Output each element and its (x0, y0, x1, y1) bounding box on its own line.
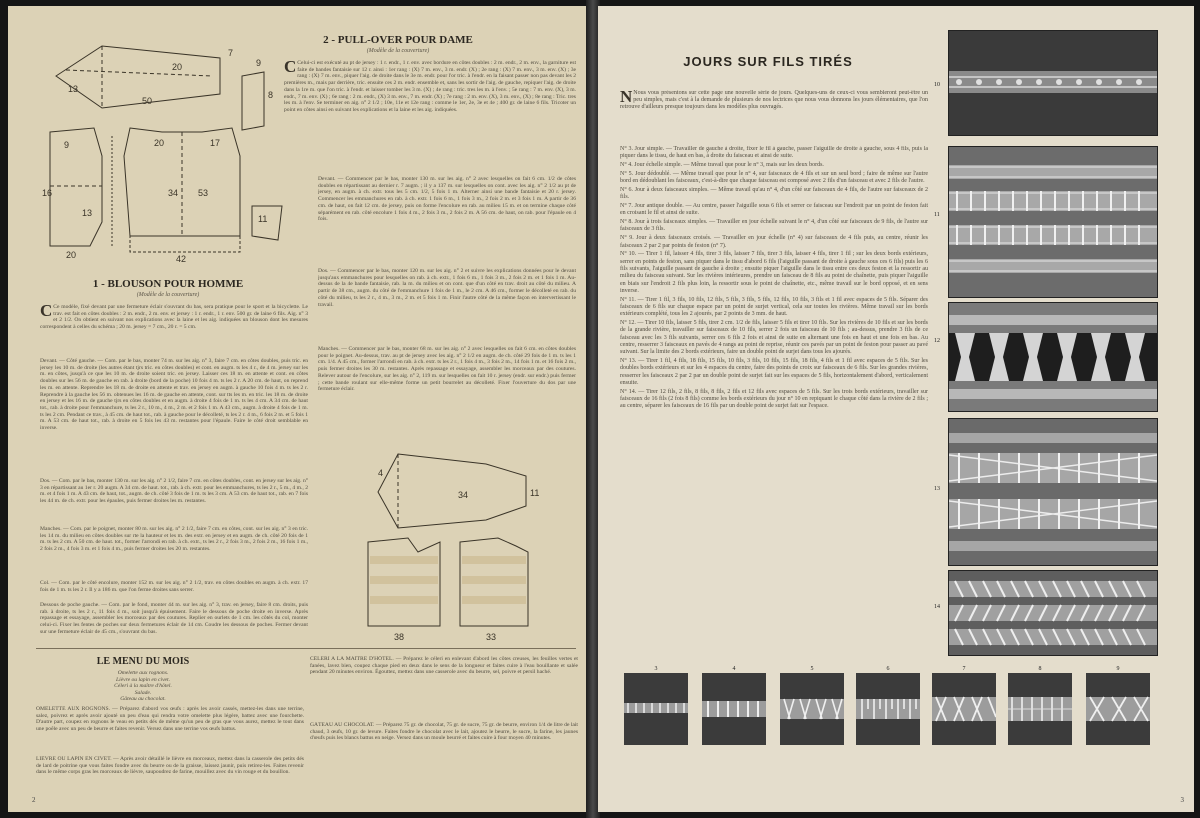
blouson-dos: Dos. — Com. par le bas, monter 130 m. sur les aig. n° 2 1/2, faire 7 cm. en côtes doubles, cont. en jersey sur les aig. n° 3 en répartissant au 1er r. 20 augm. A 34 cm. de haut. tot., rab. à ch. extr. pour les emmanchures, ts les 2 r., 5 m., 4 m., 2 m. et 4 fois 1 m. A 43 cm. de haut, tot., augm. de ch. côté 3 fois de 1 m. ts les 3 cm. A 53 cm. de haut tot., rab. en 7 fois les 44 m. de ch. extr. pour les épaules, puis fermer droites les m. restantes. (40, 478, 308, 505)
pull-label: 4 (378, 468, 384, 478)
pull-label: 33 (486, 632, 497, 642)
jour-paragraph: N° 10. — Tirer 1 fil, laisser 4 fils, tirer 3 fils, laisser 7 fils, tirer 3 fils, laisser 4 fils, tirer 1 fil ; sur les deux bords extérieurs, serrer en points de feston, sans piquer dans le tissu d'abord 6 fils (l'aiguille passant de droite à gauche sous ces 6 fils) puis les 6 fils suivants, l'aiguille passant de gauche à droite ; ensuite piquer l'aiguille dans le tissu entre ces deux feston et la ressortir au milieu du faisceau suivant. Sur les rivières intérieures, prendre un faisceau de 8 fils au point de chaînette, puis piquer l'aiguille en biais sur l'endroit 2 fils plus loin, la ressortir sous le point de chaînette, etc., même travail sur le bord opposé, et en sens inverse. (620, 251, 928, 294)
right-page (598, 6, 1194, 812)
menu-item: Salade. (134, 689, 152, 696)
jour-paragraph: N° 5. Jour dédoublé. — Même travail que pour le n° 4, sur faisceaux de 4 fils et sur un seul bord ; faire de même sur l'autre bord en dédoublant les faisceaux, c'est-à-dire que chaque faisceau est composé avec 2 fils d'un faisceau et avec 2 fils de l'autre. (620, 170, 928, 185)
photo-label: 10 (934, 82, 940, 88)
jour-photo-11 (948, 146, 1158, 298)
menu-item: Lièvre ou lapin en civet. (115, 676, 170, 683)
swatch-label: 5 (810, 666, 814, 672)
swatch-label: 4 (732, 666, 736, 672)
jour-paragraph: N° 12. — Tirer 10 fils, laisser 5 fils, tirer 2 cm. 1/2 de fils, laisser 5 fils et tirer 10 fils. Sur les rivières de 10 fils et sur les bords de la grande rivière, travailler sur faisceaux de 10 fils, serrer 2 fois un faisceau de 10 fils ; au-dessus, prendre 3 fils de ce faisceau avec les 3 fils suivants, serrer ces 6 fils 2 fois et ainsi de suite en alternant une fois en haut et une fois en bas. Au centre, resserrer 3 faisceaux en pavés de 4 rangs au point de reprise, réunir ces pavés par un point de feston pour passer au pavé suivant. Sur la limite des 2 bords extérieurs, faire un double point de surjet dans tous les ajourés. (620, 320, 928, 356)
photo-label: 13 (934, 486, 940, 492)
page-number: 3 (1180, 796, 1184, 804)
photo-label: 14 (934, 604, 940, 610)
front-label: 17 (210, 138, 221, 148)
front-label: 53 (198, 188, 209, 198)
front-label: 34 (168, 188, 179, 198)
pullover-manches: Manches. — Commencer par le bas, monter 68 m. sur les aig. n° 2 avec lesquelles on fait 6 cm. en côtes doubles pour le poignet. Au-dessus, trav. au pt de jersey avec les aig. n° 2 1/2 en augm. de ch. côté 29 fois de 1 m. ts les 1 cm. 1/4. A 45 cm., former l'arrondi en rab. à ch. extr. ts les 2 r., 1 fois 4 m., 3 fois 2 m., 14 fois 1 m. et 16 fois 2 m., puis fermer droites les 30 m. restantes. Après repassage et essayage, assembler les morceaux par des coutures. Relever autour de l'encolure, sur les aig. n° 2, 119 m. sur lesquelles on fait 10 r. jersey (endr. sur endr.) puis fermer ; cette bande roulant sur elle-même forme un petit bourrelet au décolleté. Fixer l'ouverture du dos par une fermeture éclair. (318, 346, 576, 393)
front-label: 9 (64, 140, 70, 150)
photo-label: 12 (934, 338, 940, 344)
sleeve-label: 9 (256, 58, 262, 68)
pullover-title: 2 - PULL-OVER POUR DAME (323, 34, 473, 46)
jour-paragraph: N° 13. — Tirer 1 fil, 4 fils, 18 fils, 15 fils, 10 fils, 3 fils, 10 fils, 15 fils, 18 fils, 4 fils et 1 fil avec espaces de 5 fils. Sur les doubles bords extérieurs et sur les 4 espaces du centre, faire des points de croix sur faisceaux de 6 fils. Sur les grandes rivières, resserrer les faisceaux 2 par 2 par un double point de surjet fait sur les espaces de 5 fils, horizontalement d'abord, verticalement ensuite. (620, 358, 928, 386)
jour-paragraph: N° 4. Jour échelle simple. — Même travail que pour le n° 3, mais sur les deux bords. (620, 162, 824, 169)
swatch-9 (1086, 673, 1150, 745)
pullover-pattern-diagram (348, 446, 548, 646)
pull-label: 38 (394, 632, 405, 642)
jours-title: JOURS SUR FILS TIRÉS (683, 54, 853, 69)
front-label: 20 (66, 250, 77, 260)
swatch-label: 3 (654, 666, 658, 672)
menu-lievre: LIÈVRE OU LAPIN EN CIVET. — Après avoir détaillé le lièvre en morceaux, mettez dans la casserole des petits dés de lard de poitrine que vous faites fondre avec du beurre ou de la graisse, laissez jaunir, puis retirez-les. Faites revenir dans le même corps gras les morceaux de lièvre, saupoudrez de farine, mouillez avec du vin rouge et du bouillon. (36, 756, 304, 776)
swatch-5 (780, 673, 844, 745)
pull-label: 34 (458, 490, 469, 500)
pullover-subtitle: (Modèle de la couverture) (366, 48, 430, 54)
swatch-3 (624, 673, 688, 745)
front-label: 42 (176, 254, 187, 264)
jour-paragraph: N° 8. Jour à trois faisceaux simples. — Travailler en jour échelle suivant le n° 4, d'un côté sur faisceaux de 9 fils, de l'autre sur faisceaux de 3 fils. (620, 219, 928, 233)
front-label: 11 (258, 214, 268, 224)
menu-item: Omelette aux rognons. (117, 670, 169, 676)
jour-paragraph: N° 3. Jour simple. — Travailler de gauche à droite, fixer le fil à gauche, passer l'aiguille de droite à gauche, sous 4 fils, puis la piquer dans le tissu, de haut en bas, à droite du faisceau et ainsi de suite. (620, 146, 928, 160)
sleeve-label: 20 (172, 62, 183, 72)
blouson-subtitle: (Modèle de la couverture) (136, 292, 200, 298)
jour-photo-13 (948, 418, 1158, 566)
menu-omelette: OMELETTE AUX ROGNONS. — Préparez d'abord vos œufs : après les avoir cassés, mettez-les dans une terrine, salez, poivrez et après avoir ajouté un peu d'eau qui rendra votre omelette plus légère, battez avec une fourchette. D'autre part, coupez en rognons le veau en petits dés de même qu'un peu de gras que vous aurez, mettez le tout dans une poêle avec un peu de beurre et faites revenir. Versez dans une terrine vos œufs battus. (36, 706, 304, 733)
blouson-intro: C Ce modèle, fixé devant par une fermeture éclair s'ouvrant du bas, sera pratique pour le sport et la bicyclette. Le trav. est fait en côtes doubles : 2 m. endr., 2 m. env. et jersey : 1 r. endr., 1 r. env. 500 gr. de laine 6 fils. Aig. n° 3 et 2 1/2. On obtient en suivant nos explications avec la laine et les aig. indiquées un blouson dont les mesures correspondent à celles du schéma ; 20 m. jersey = 7 cm., 20 r. = 5 cm. (40, 304, 308, 331)
swatch-label: 6 (886, 666, 890, 672)
pullover-intro: C Celui-ci est exécuté au pt de jersey : 1 r. endr., 1 r. env. avec bordure en côtes doubles : 2 m. endr., 2 m. env., la garniture est faite de bandes fantaisie sur 12 r. ainsi : 1er rang : (X) 7 m. env., 3 m. endr. (X) ; 2e rang : (X) 7 m. env., 3 m. env. (X) ; 3e rang : (X) 7 m. env., piquer l'aig. de droite dans le 3e m. endr. pour l'or tric. à l'endr. en la faisant passer non pas devant les 2 premières m., mais par derrière, tric. ensuite ces 2 m. endr. ensemble et, sans les sortir de l'aig. de gauche, repiquer l'aig. de droite dans la 1re m. que l'on tric. à l'endr. et laisser tomber les 3 m. (X) ; 4e rang : tric. tres les m. à l'env. ; 5e rang : 7 m. env. (X), 3 m. endr., 7 m. env. (X) ; 6e rang : 2 m. endr., (X) 3 m. env., 7 m. endr. (X) ; 7e rang : 2 m. env. (X), 3 m. env., (X) ; 8e rang : Tric. tres les m. à l'env. Se terminer en aig. n° 2 1/2 ; 10e, 11e et 12e rang : comme le 1er, 2e, 3e et 4e ; 400 gr. de laine 6 fils. Tricoter un point en côtes ainsi en suivant les explications et la laine et les aig. indiquées. (284, 60, 576, 113)
swatch-4 (702, 673, 766, 745)
pullover-devant: Devant. — Commencer par le bas, monter 130 m. sur les aig. n° 2 avec lesquelles on fait 6 cm. 1/2 de côtes doubles en répartissant au dernier r. 7 augm. ; il y a 137 m. sur lesquelles on cont. avec les aig. n° 2 1/2 au pt de jersey, en augm. à ch. extr. tous les 5 cm. 1/2, 5 fois 1 m. Alterner ainsi une bande fantaisie et 20 r. jersey. Commencer les emmanchures en rab. à ch. extr. 1 fois 6 m., 1 fois 3 m., 2 fois 2 m. et 3 fois 1 m. A partir de 36 cm. de haut, on fait 12 cm. de jersey, puis on forme l'encolure en rab. au milieu 15 m. et on termine chaque côté séparément en rab. côté encolure 1 fois 4 m., 2 fois 3 m., 2 fois 2 m. A 56 cm. de haut, on rab. pour l'épaule en 4 fois. (318, 176, 576, 223)
jours-intro: N Nous vous présentons sur cette page une nouvelle série de jours. Quelques-uns de ceux-ci vous sembleront peut-être un peu simples, mais c'est à la demande de plusieurs de nos lectrices que nous vous donnons les jours élémentaires, que l'on retrouve d'ailleurs presque toujours dans les modèles plus ouvragés. (620, 90, 928, 111)
jour-paragraph: N° 11. — Tirer 1 fil, 3 fils, 10 fils, 12 fils, 5 fils, 3 fils, 5 fils, 12 fils, 10 fils, 3 fils et 1 fil avec espaces de 5 fils. Séparer des faisceaux de 6 fils sur chaque espace par un point de surjet vertical, cela sur toutes les rivières. Même travail sur les bords extérieurs complété, tous les 2 ajourés, par 2 points de 3 mm. de haut. (620, 296, 928, 318)
swatch-label: 9 (1116, 666, 1120, 672)
jour-paragraph: N° 6. Jour à deux faisceaux simples. — Même travail qu'au n° 4, d'un côté sur faisceaux de 4 fils, de l'autre sur faisceaux de 2 fils. (620, 186, 928, 201)
swatch-label: 7 (962, 666, 966, 672)
jour-photo-10 (948, 30, 1158, 136)
sleeve-label: 13 (68, 84, 79, 94)
pull-label: 11 (530, 488, 540, 498)
blouson-manches: Manches. — Com. par le poignet, monter 80 m. sur les aig. n° 2 1/2, faire 7 cm. en côtes, cont. sur les aig. n° 3 en tric. les 14 m. du milieu en côtes doubles sur rte la hauteur et les m. des extr. en jersey et en augm. de ch. côté 20 fois de 1 m. ts les 2 cm. A 50 cm. de haut. tot., former l'arrondi en rab. à ch. extr., ts les 2 r., 2 fois 3 m., 2 fois 2 m., 16 fois 1 m., 2 fois 2 m., 4 fois 3 m. et 1 fois 4 m., puis fermer droites les 20 m. restantes. (40, 526, 308, 553)
jours-body (620, 146, 928, 656)
sleeve-label: 8 (268, 90, 274, 100)
front-label: 20 (154, 138, 165, 148)
front-label: 13 (82, 208, 93, 218)
jour-photo-14 (948, 570, 1158, 656)
blouson-devant: Devant. — Côté gauche. — Com. par le bas, monter 74 m. sur les aig. n° 3, faire 7 cm. en côtes doubles, puis tric. en jersey les 10 m. de droite (les autres étant tjrs tric. en côtes doubles) et cont. en augm. ts les 4 r., de 4 m. jersey sur les m. en côtes, jusqu'à ce que les 10 m. de droite soient tric. en jersey. Laisser ces 18 m. en attente et cont. en côtes doubles sur les 56 m. de gauche en rab. à droite (bord de la poche) 10 fois 4 m. ts les 2 r. A 20 cm. de haut, on reprend les m. en attente. Reprendre les 18 m. de droite en attente et trav. en jersey en augm. à gauche 10 fois 4 m. ts les 2 r. Reprendre à la gauche les 56 m. obtenues les 16 m. de gauche en attente, cont. sur tts les m. en tric. les 18 m. de droite en jersey et les 16 m. de gauche tjrs en côtes doubles et en augm. à droite 4 fois de 1 m. ts les 4 cm. A 34 cm. de haut tot., rab. à droite pour l'emmanchure, ts les 2 r., 10 m., 4 m., 2 m. et 2 fois 1 m. A 43 cm., augm. à droite 4 fois de 1 m. ts les 2 cm. Pendant ce trav., à 45 cm. de haut tot., rab. à gauche pour le décolleté, ts les 2 r. 4 m., 6 fois 2 m. et 5 fois 1 m. A 53 cm. de haut tot., rab. à droite en 5 fois les 43 m. restantes pour l'épaule. Faire le côté droit semblable en inverse. (40, 358, 308, 432)
menu-item: Céleri à la maître d'hôtel. (114, 683, 172, 690)
blouson-pattern-diagram (42, 36, 302, 266)
blouson-poche: Dessous de poche gauche. — Com. par le fond, monter 44 m. sur les aig. n° 3, trav. en jersey, faire 8 cm. droits, puis rab. à droite, ts les 2 r., 11 fois 4 m., soit jusqu'à épuisement. Faire le dessous de poche droite en inverse. Après repassage et essayage, assembler les morceaux par des coutures. Replier en ourlets de 1 cm. les côtés du col, monter celui-ci. Fixer les fentes de poches sur deux fermetures éclair de 14 cm. Coudre les dessous de poches. Fermer devant sur une fermeture éclair de 45 cm., s'ouvrant du bas. (40, 602, 308, 635)
menu-item: Gâteau au chocolat. (120, 696, 166, 703)
menu-divider (36, 648, 576, 649)
sleeve-label: 7 (228, 48, 234, 58)
menu-title: LE MENU DU MOIS (96, 656, 190, 667)
swatch-8 (1008, 673, 1072, 745)
jour-paragraph: N° 9. Jour à deux faisceaux croisés. — Travailler en jour échelle (n° 4) sur faisceaux de 4 fils puis, au centre, réunir les faisceaux 2 par 2 par points de feston (n° 7). (620, 235, 928, 249)
jour-paragraph: N° 7. Jour antique double. — Au centre, passer l'aiguille sous 6 fils et serrer ce faisceau sur l'endroit par un point de feston fait en croisant le fil et ainsi de suite. (620, 203, 928, 217)
blouson-title: 1 - BLOUSON POUR HOMME (92, 278, 244, 290)
sleeve-label: 50 (142, 96, 153, 106)
page-number: 2 (32, 796, 36, 804)
menu-gateau: GÂTEAU AU CHOCOLAT. — Préparez 75 gr. de chocolat, 75 gr. de sucre, 75 gr. de beurre, environ 1/4 de litre de lait chaud, 3 œufs, 10 gr. de levure. Faites fondre le chocolat avec le lait, ajoutez le beurre, le sucre, la farine, les jaunes d'œufs puis les blancs battus en neige. Versez dans un moule beurré et faites cuire à four moyen 40 minutes. (310, 722, 578, 742)
blouson-col: Col. — Com. par le côté encolure, monter 152 m. sur les aig. n° 2 1/2, trav. en côtes doubles en augm. à ch. extr. 17 fois de 1 m. ts les 2 r. Il y a 186 m. que l'on ferme droites sans serrer. (40, 580, 308, 593)
jour-paragraph: N° 14. — Tirer 12 fils, 2 fils, 8 fils, 8 fils, 2 fils et 12 fils avec espaces de 5 fils. Sur les trois bords extérieurs, travailler sur faisceaux de 16 fils (2 fois 8 fils) comme les bords extérieurs du jour n° 10 en repiquant le chaque côté dans la rivière de 2 fils ; au centre, séparer les faisceaux de 16 fils par un double point de surjet fait sur l'espace. (620, 388, 928, 410)
jour-photo-12 (948, 302, 1158, 412)
swatch-7 (932, 673, 996, 745)
front-label: 16 (42, 188, 53, 198)
swatch-label: 8 (1038, 666, 1042, 672)
menu-list (48, 670, 238, 703)
left-page (8, 6, 592, 812)
swatch-6 (856, 673, 920, 745)
photo-label: 11 (934, 212, 940, 218)
pullover-dos: Dos. — Commencer par le bas, monter 120 m. sur les aig. n° 2 et suivre les explications données pour le devant jusqu'aux emmanchures pour lesquelles on rab. à ch. extr., 1 fois 6 m., 1 fois 3 m., 2 fois 2 m. et 1 fois 1 m. Au-dessus de la 4e bande fantaisie, rab. la m. du milieu et on cont. que d'un côté en trav. droit au côté du milieu. A partir de 38 cm., augm. du côté de l'emmanchure 1 fois de 1 m., le 2 cm. A 46 cm., former le décolleté en rab. du côté du milieu, ts les 2 r., 4 m., 3 m., 2 m. et 5 fois 1 m. Finir l'autre côté de la même façon en intervertissant le travail. (318, 268, 576, 308)
menu-celeri: CÉLERI A LA MAÎTRE D'HÔTEL. — Préparez le céleri en enlevant d'abord les côtes creuses, les feuilles vertes et fanées, lavez bien, coupez chaque pied en deux dans le sens de la longueur et faites cuire à l'eau bouillante et salée pendant 20 minutes environ. Égouttez, mettez dans une casserole avec du beurre, sel, poivre et persil haché. (310, 656, 578, 676)
